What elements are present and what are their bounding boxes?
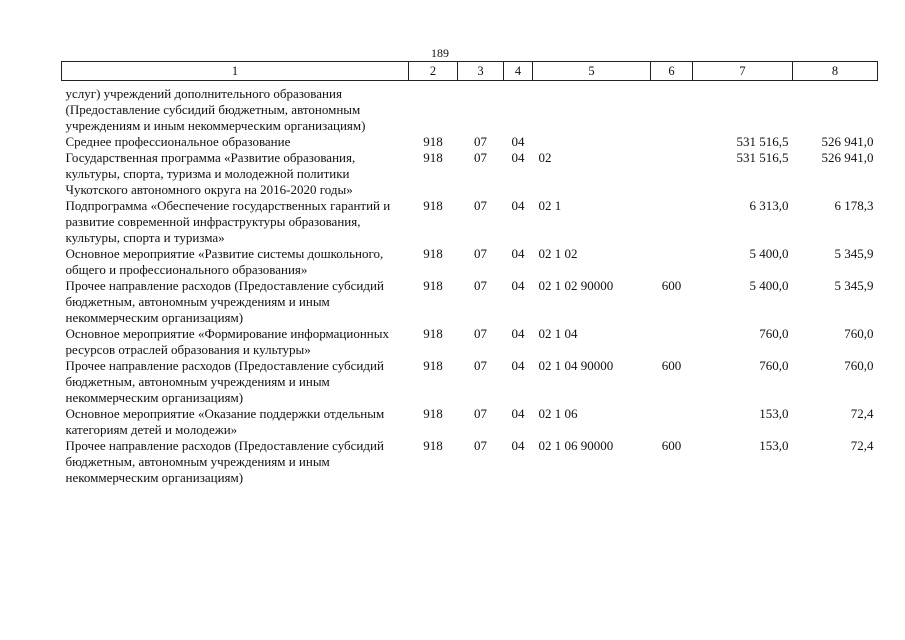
ministry-code: 918	[423, 358, 443, 373]
expense-type-code: 600	[661, 358, 682, 373]
expense-type-code	[651, 246, 693, 278]
table-row	[62, 81, 878, 135]
table-row	[62, 406, 878, 438]
section-code: 07	[474, 438, 487, 453]
amount-planned	[693, 81, 793, 135]
expense-name: Прочее направление расходов (Предоставление субсидий бюджетным, автономным учреждениям и иным некоммерческим организациям)	[65, 278, 384, 325]
target-article-code: 02 1 04	[538, 326, 578, 341]
amount-planned: 153,0	[759, 438, 789, 453]
column-header-6: 6	[651, 62, 693, 81]
expense-name: Основное мероприятие «Развитие системы дошкольного, общего и профессионального образования»	[65, 246, 384, 277]
expense-name: услуг) учреждений дополнительного образования (Предоставление субсидий бюджетным, автономным учреждениям и иным некоммерческим организациям)	[65, 86, 366, 133]
column-header-2: 2	[409, 62, 458, 81]
expense-name: Среднее профессиональное образование	[65, 134, 291, 149]
subsection-code: 04	[511, 438, 525, 453]
expense-name: Прочее направление расходов (Предоставление субсидий бюджетным, автономным учреждениям и иным некоммерческим организациям)	[65, 358, 384, 405]
ministry-code: 918	[423, 326, 443, 341]
subsection-code: 04	[511, 278, 525, 293]
target-article-code	[533, 134, 651, 150]
ministry-code: 918	[423, 406, 443, 421]
target-article-code: 02	[538, 150, 552, 165]
amount-executed: 5 345,9	[834, 246, 874, 261]
expense-name: Основное мероприятие «Формирование информационных ресурсов отраслей образования и культуры»	[65, 326, 389, 357]
column-header-5: 5	[533, 62, 651, 81]
amount-planned: 153,0	[759, 406, 789, 421]
amount-planned: 5 400,0	[749, 278, 789, 293]
budget-table	[61, 61, 878, 486]
section-code: 07	[474, 358, 487, 373]
section-code: 07	[474, 150, 487, 165]
target-article-code: 02 1	[538, 198, 562, 213]
subsection-code: 04	[511, 246, 525, 261]
ministry-code	[409, 81, 458, 135]
expense-type-code	[651, 326, 693, 358]
table-row	[62, 358, 878, 406]
amount-executed: 72,4	[850, 406, 874, 421]
ministry-code: 918	[423, 438, 443, 453]
amount-planned: 531 516,5	[736, 150, 789, 165]
table-row	[62, 198, 878, 246]
expense-type-code: 600	[661, 438, 682, 453]
target-article-code	[533, 81, 651, 135]
expense-name: Прочее направление расходов (Предоставление субсидий бюджетным, автономным учреждениям и иным некоммерческим организациям)	[65, 438, 384, 485]
expense-name: Государственная программа «Развитие образования, культуры, спорта, туризма и молодежной политики Чукотского автономного округа на 2016-2020 годы»	[65, 150, 356, 197]
target-article-code: 02 1 06 90000	[538, 438, 614, 453]
section-code: 07	[474, 246, 487, 261]
amount-planned: 6 313,0	[749, 198, 789, 213]
column-header-3: 3	[458, 62, 504, 81]
subsection-code: 04	[511, 406, 525, 421]
amount-planned: 760,0	[759, 358, 789, 373]
section-code: 07	[474, 278, 487, 293]
target-article-code: 02 1 04 90000	[538, 358, 614, 373]
ministry-code: 918	[423, 278, 443, 293]
expense-type-code: 600	[661, 278, 682, 293]
target-article-code: 02 1 02 90000	[538, 278, 614, 293]
subsection-code: 04	[511, 150, 525, 165]
amount-executed: 760,0	[844, 358, 874, 373]
expense-type-code	[651, 406, 693, 438]
table-row	[62, 278, 878, 326]
expense-name: Основное мероприятие «Оказание поддержки отдельным категориям детей и молодежи»	[65, 406, 385, 437]
subsection-code: 04	[511, 198, 525, 213]
amount-planned: 531 516,5	[736, 134, 789, 149]
expense-type-code	[651, 150, 693, 198]
column-header-4: 4	[504, 62, 533, 81]
table-row	[62, 438, 878, 486]
amount-executed: 5 345,9	[834, 278, 874, 293]
table-row	[62, 150, 878, 198]
table-row	[62, 326, 878, 358]
ministry-code: 918	[423, 198, 443, 213]
subsection-code	[504, 81, 533, 135]
expense-type-code	[651, 134, 693, 150]
section-code: 07	[474, 326, 487, 341]
section-code: 07	[474, 198, 487, 213]
ministry-code: 918	[423, 134, 443, 149]
section-code	[458, 81, 504, 135]
header-row	[62, 62, 878, 81]
amount-planned: 760,0	[759, 326, 789, 341]
subsection-code: 04	[511, 134, 525, 149]
subsection-code: 04	[511, 358, 525, 373]
table-row	[62, 246, 878, 278]
ministry-code: 918	[423, 246, 443, 261]
expense-type-code	[651, 81, 693, 135]
column-header-7: 7	[693, 62, 793, 81]
amount-executed	[793, 81, 878, 135]
amount-executed: 72,4	[850, 438, 874, 453]
table-body	[62, 81, 878, 487]
target-article-code: 02 1 02	[538, 246, 578, 261]
ministry-code: 918	[423, 150, 443, 165]
amount-planned: 5 400,0	[749, 246, 789, 261]
expense-type-code	[651, 198, 693, 246]
column-header-8: 8	[793, 62, 878, 81]
amount-executed: 526 941,0	[821, 150, 874, 165]
column-header-1: 1	[62, 62, 409, 81]
section-code: 07	[474, 134, 487, 149]
amount-executed: 760,0	[844, 326, 874, 341]
amount-executed: 6 178,3	[834, 198, 874, 213]
page-number: 189	[431, 46, 449, 60]
section-code: 07	[474, 406, 487, 421]
subsection-code: 04	[511, 326, 525, 341]
amount-executed: 526 941,0	[821, 134, 874, 149]
table-row	[62, 134, 878, 150]
expense-name: Подпрограмма «Обеспечение государственных гарантий и развитие современной инфраструктуры образования, культуры, спорта и туризма»	[65, 198, 391, 245]
target-article-code: 02 1 06	[538, 406, 578, 421]
table-header	[62, 62, 878, 81]
